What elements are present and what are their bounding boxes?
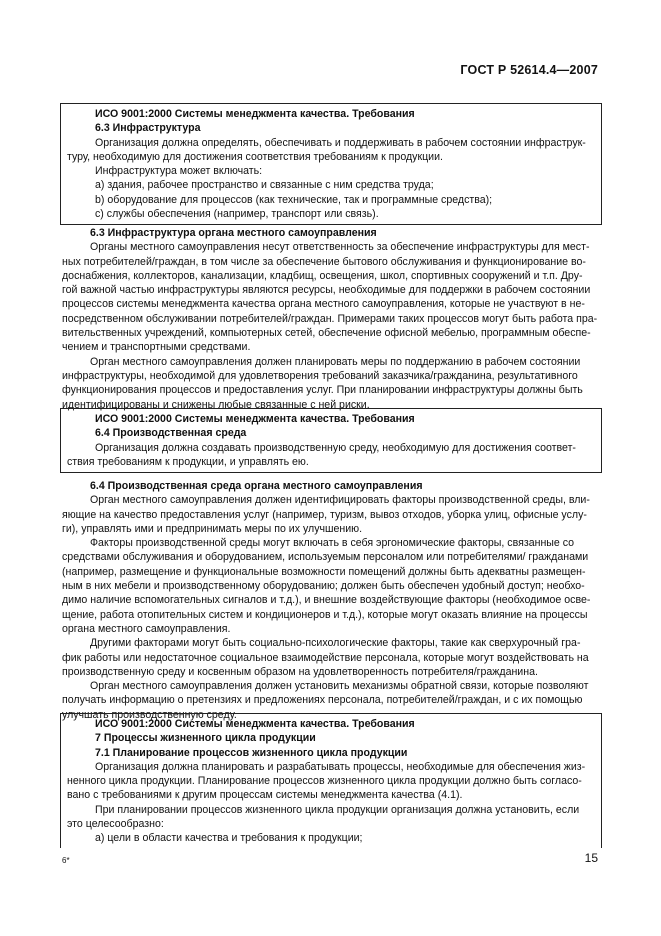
box-subtitle: 6.3 Инфраструктура — [95, 122, 201, 135]
box-line: Организация должна создавать производственную среду, необходимую для достижения соответ- — [95, 441, 576, 454]
para-line: яющие на качество предоставления услуг (например, туризм, вывоз отходов, уборка улиц, офисные услу- — [62, 508, 587, 521]
para-line: идентифицированы и снижены любые связанные с ней риски. — [62, 398, 370, 411]
box-subtitle: 6.4 Производственная среда — [95, 427, 247, 440]
section-heading: 6.4 Производственная среда органа местного самоуправления — [90, 480, 423, 492]
para-line: средствами обслуживания и оборудованием, используемым персоналом или потребителями/ гражданами — [62, 551, 589, 564]
iso-quote-box-6-3 — [60, 103, 602, 225]
page-number: 15 — [584, 851, 598, 865]
para-line: Орган местного самоуправления должен установить механизмы обратной связи, которые позволяют — [90, 680, 589, 693]
para-line: Орган местного самоуправления должен идентифицировать факторы производственной среды, вли- — [90, 494, 590, 507]
box-title: ИСО 9001:2000 Системы менеджмента качества. Требования — [95, 718, 415, 730]
box-line: ненного цикла продукции. Планирование процессов жизненного цикла продукции должно быть согласо- — [67, 775, 582, 788]
para-line: чением и транспортными средствами. — [62, 341, 251, 354]
para-line: щение, работа отопительных систем и кондиционеров и т.д.), которые могут оказать влияние на процессы — [62, 608, 588, 621]
para-line: ным в них мебели и производственному оборудованию; должен быть обеспечен удобный доступ; необхо- — [62, 580, 585, 593]
signature-mark: 6* — [62, 856, 70, 865]
box-list-item: b) оборудование для процессов (как технические, так и программные средства); — [95, 193, 493, 206]
box-line: это целесообразно: — [67, 818, 164, 831]
box-list-item: с) службы обеспечения (например, транспорт или связь). — [95, 208, 379, 221]
para-line: (например, размещение и функциональные возможности помещений должны быть адекватны размещен- — [62, 565, 586, 578]
standard-header: ГОСТ Р 52614.4—2007 — [460, 63, 598, 77]
box-title: ИСО 9001:2000 Системы менеджмента качества. Требования — [95, 413, 415, 425]
para-line: улучшать производственную среду. — [62, 708, 237, 721]
box-title: ИСО 9001:2000 Системы менеджмента качества. Требования — [95, 108, 415, 120]
para-line: Орган местного самоуправления должен планировать меры по поддержанию в рабочем состоянии — [90, 355, 581, 368]
box-line: Инфраструктура может включать: — [95, 165, 263, 178]
para-line: ги), управлять ими и предпринимать меры по их улучшению. — [62, 522, 363, 535]
iso-quote-box-7 — [60, 713, 602, 848]
section-heading: 6.3 Инфраструктура органа местного самоуправления — [90, 227, 377, 239]
box-list-item: а) здания, рабочее пространство и связанные с ним средства труда; — [95, 179, 434, 192]
box-line: Организация должна планировать и разрабатывать процессы, необходимые для обеспечения жиз- — [95, 760, 586, 773]
para-line: Другими факторами могут быть социально-психологические факторы, такие как сверхурочный гра- — [90, 637, 581, 650]
para-line: процессов системы менеджмента качества органа местного самоуправления, которые не участвуют в не- — [62, 298, 585, 311]
para-line: Факторы производственной среды могут включать в себя эргономические факторы, связанные со — [90, 537, 575, 550]
para-line: фик работы или недостаточное социальное взаимодействие персонала, которые могут воздействовать на — [62, 651, 589, 664]
para-line: посредственном обслуживании потребителей/граждан. Примерами таких процессов могут быть работа пра- — [62, 312, 598, 325]
para-line: Органы местного самоуправления несут ответственность за обеспечение инфраструктуры для мест- — [90, 241, 590, 254]
para-line: вительственных учреждений, компьютерных сетей, обеспечение офисной мебелью, программным обеспе- — [62, 327, 591, 340]
section-6-4 — [62, 479, 600, 722]
para-line: димо наличие вспомогательных сигналов и т.д.), и внешние воздействующие факторы (необходимое осве- — [62, 594, 591, 607]
box-line: При планировании процессов жизненного цикла продукции организация должна установить, если — [95, 803, 580, 816]
para-line: гой важной частью инфраструктуры являются ресурсы, необходимые для поддержки в рабочем состоянии — [62, 284, 591, 297]
para-line: производственную среду и косвенным образом на удовлетворенность потребителя/гражданина. — [62, 665, 538, 678]
para-line: ных потребителей/граждан, в том числе за обеспечение бытового обслуживания и функционирование во- — [62, 255, 586, 268]
box-list-item: а) цели в области качества и требования к продукции; — [95, 832, 363, 845]
para-line: инфраструктуры, необходимой для удовлетворения требований заказчика/гражданина, результативного — [62, 369, 578, 382]
box-line: ствия требованиям к продукции, и управлять ею. — [67, 455, 309, 468]
para-line: доснабжения, коллекторов, канализации, кладбищ, освещения, школ, спортивных сооружений и т.п. Дру- — [62, 269, 583, 282]
box-subtitle: 7.1 Планирование процессов жизненного цикла продукции — [95, 746, 408, 759]
para-line: функционирования процессов и предоставления услуг. При планировании инфраструктуры должны быть — [62, 384, 583, 397]
box-line: Организация должна определять, обеспечивать и поддерживать в рабочем состоянии инфраструк- — [95, 136, 586, 149]
section-6-3 — [62, 226, 600, 412]
para-line: получать информацию о претензиях и предложениях персонала, потребителей/граждан, и с их помощью — [62, 694, 583, 707]
para-line: органа местного самоуправления. — [62, 622, 231, 635]
iso-quote-box-6-4 — [60, 408, 602, 473]
box-line: туру, необходимую для достижения соответствия требованиям к продукции. — [67, 150, 443, 163]
box-subtitle: 7 Процессы жизненного цикла продукции — [95, 732, 316, 745]
box-line: вано с требованиями к другим процессам системы менеджмента качества (4.1). — [67, 789, 463, 802]
